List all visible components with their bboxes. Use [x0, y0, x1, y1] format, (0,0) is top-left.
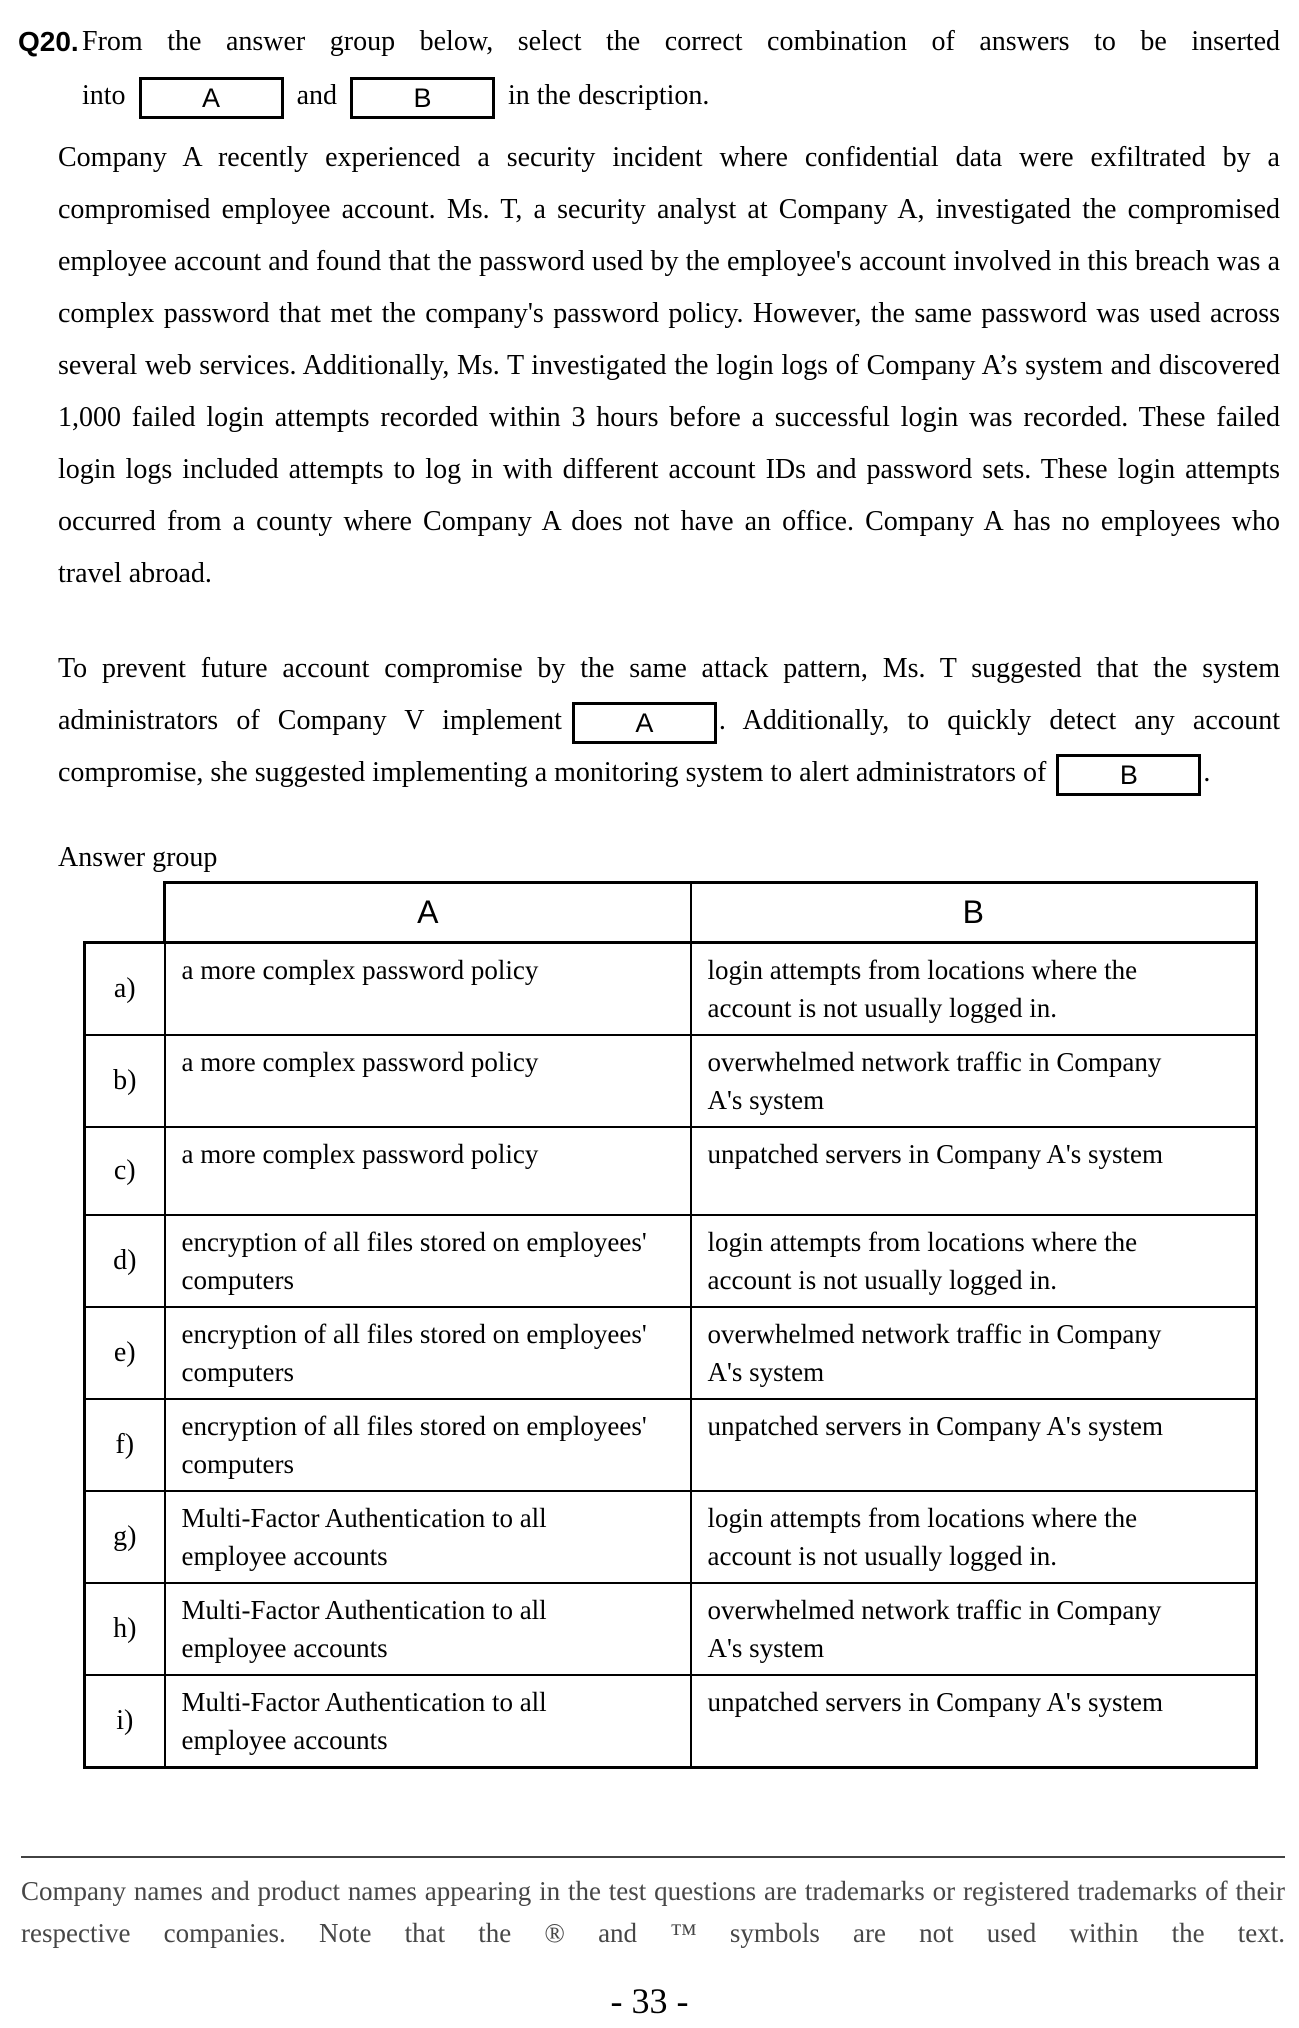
table-row [85, 1491, 1257, 1583]
table-row [85, 1399, 1257, 1491]
table-row [85, 1583, 1257, 1675]
answer-group-table [83, 881, 1258, 1769]
row-label: c) [85, 1127, 165, 1215]
prevention-paragraph [58, 643, 1280, 799]
cell-option-b: login attempts from locations where the account is not usually logged in. [691, 1491, 1257, 1583]
question-intro-line1: From the answer group below, select the correct combination of answers to be inserted [82, 26, 1280, 57]
blank-box-b: B [350, 77, 495, 119]
column-header-a: A [165, 883, 691, 943]
cell-option-a: a more complex password policy [165, 1127, 691, 1215]
row-label: f) [85, 1399, 165, 1491]
prevention-text-3: . [1203, 757, 1211, 788]
table-corner-cell [85, 883, 165, 943]
cell-option-b: login attempts from locations where the account is not usually logged in. [691, 1215, 1257, 1307]
cell-option-a: a more complex password policy [165, 943, 691, 1036]
description-paragraph: Company A recently experienced a security incident where confidential data were exfiltrated by a compromised employee account. Ms. T, a security analyst at Company A, investigated the compromised employee account and found that the password used by the employee's account involved in this breach was a complex password that met the company's password policy. However, the same password was used across several web services. Additionally, Ms. T investigated the login logs of Company A’s system and discovered 1,000 failed login attempts recorded within 3 hours before a successful login was recorded. These failed login logs included attempts to log in with different account IDs and password sets. These login attempts occurred from a county where Company A does not have an office. Company A has no employees who travel abroad. [58, 142, 1280, 589]
cell-option-b: unpatched servers in Company A's system [691, 1399, 1257, 1491]
cell-option-b: unpatched servers in Company A's system [691, 1127, 1257, 1215]
table-header-row [85, 883, 1257, 943]
cell-option-b: unpatched servers in Company A's system [691, 1675, 1257, 1768]
row-label: d) [85, 1215, 165, 1307]
cell-option-b: overwhelmed network traffic in Company A's system [691, 1307, 1257, 1399]
page-number: - 33 - [610, 1981, 689, 2021]
intro-and: and [296, 80, 337, 111]
table-row [85, 1307, 1257, 1399]
row-label: b) [85, 1035, 165, 1127]
column-header-b: B [691, 883, 1257, 943]
inline-blank-box-a: A [572, 702, 717, 744]
cell-option-a: Multi-Factor Authentication to all employee accounts [165, 1675, 691, 1768]
cell-option-a: encryption of all files stored on employees' computers [165, 1307, 691, 1399]
blank-box-a: A [139, 77, 284, 119]
question-number: Q20. [18, 26, 79, 57]
cell-option-a: encryption of all files stored on employees' computers [165, 1215, 691, 1307]
cell-option-b: overwhelmed network traffic in Company A's system [691, 1035, 1257, 1127]
row-label: a) [85, 943, 165, 1036]
question-intro-line2 [82, 68, 1280, 124]
intro-into: into [82, 80, 126, 111]
cell-option-b: overwhelmed network traffic in Company A's system [691, 1583, 1257, 1675]
cell-option-b: login attempts from locations where the account is not usually logged in. [691, 943, 1257, 1036]
table-row [85, 1035, 1257, 1127]
question-header [18, 16, 1280, 124]
cell-option-a: a more complex password policy [165, 1035, 691, 1127]
cell-option-a: Multi-Factor Authentication to all employee accounts [165, 1491, 691, 1583]
question-text [82, 16, 1280, 124]
prevention-text-1: To prevent future account compromise by the same attack pattern, Ms. T suggested that the system administrators of Company V implement [58, 653, 1280, 736]
table-row [85, 1127, 1257, 1215]
answer-table-body [85, 943, 1257, 1768]
table-row [85, 943, 1257, 1036]
cell-option-a: encryption of all files stored on employees' computers [165, 1399, 691, 1491]
trademark-note: Company names and product names appearing in the test questions are trademarks or registered trademarks of their respective companies. Note that the ® and ™ symbols are not used within the text. [21, 1876, 1285, 1948]
answer-group-label: Answer group [58, 842, 218, 873]
intro-tail: in the description. [508, 80, 710, 111]
row-label: i) [85, 1675, 165, 1768]
table-row [85, 1675, 1257, 1768]
row-label: g) [85, 1491, 165, 1583]
table-row [85, 1215, 1257, 1307]
prevention-text-2: . Additionally, to quickly detect any account compromise, she suggested implementing a monitoring system to alert administrators of [58, 705, 1280, 788]
page-footer [21, 1856, 1285, 1954]
inline-blank-box-b: B [1056, 754, 1201, 796]
row-label: h) [85, 1583, 165, 1675]
row-label: e) [85, 1307, 165, 1399]
cell-option-a: Multi-Factor Authentication to all employee accounts [165, 1583, 691, 1675]
